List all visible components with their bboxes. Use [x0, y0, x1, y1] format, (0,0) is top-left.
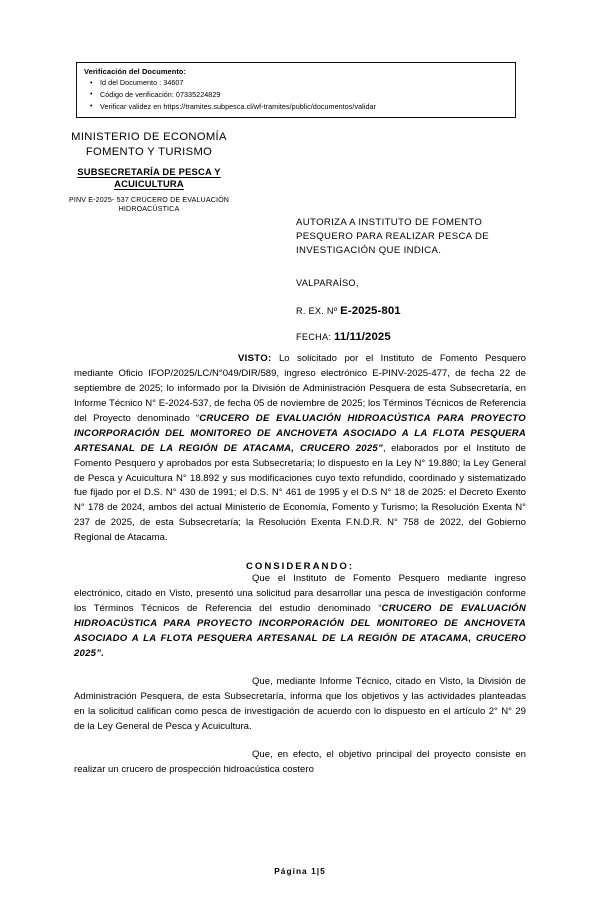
resolution-number-label: R. EX. Nº — [296, 305, 338, 316]
verification-item-document-id — [90, 77, 510, 89]
verification-item-code — [90, 89, 510, 101]
verification-title: Verificación del Documento: — [84, 67, 187, 76]
considerando-3-text: Que, en efecto, el objetivo principal del proyecto consiste en realizar un crucero de prospección hidroacústica costero — [74, 748, 526, 775]
resolution-number-line — [296, 305, 528, 317]
subsecretaria-line-2: ACUICULTURA — [114, 178, 184, 190]
visto-text-part-1: Lo solicitado por el Instituto de Fomento Pesquero mediante Oficio IFOP/2025/LC/N°049/DIR/589, ingreso electrónico E-PINV-2025-477, de fecha 22 de septiembre de 2025; lo informado por la División de Administración Pesquera de esta Subsecretaría, en Informe Técnico N° E-2024-537, de fecha 05 de noviembre de 2025; los Términos Técnicos de Referencia del Proyecto denominado “ — [74, 353, 526, 424]
resolution-title-block — [296, 216, 528, 343]
page-footer: Página 1|5 — [274, 866, 326, 876]
paragraph-visto — [74, 352, 526, 546]
verification-list — [84, 77, 510, 112]
document-body — [74, 352, 526, 777]
ministry-line-2: FOMENTO Y TURISMO — [85, 145, 213, 158]
project-title-considerando: CRUCERO DE EVALUACIÓN HIDROACÚSTICA PARA PROYECTO INCORPORACIÓN DEL MONITOREO DE ANCHOVETA ASOCIADO A LA FLOTA PESQUERA ARTESANAL DE LA REGIÓN DE ATACAMA, CRUCERO 2025”. — [74, 603, 526, 659]
verification-item-text: Verificar validez en https://tramites.subpesca.cl/wf-tramites/public/documentos/validar — [100, 101, 376, 111]
paragraph-considerando-1 — [74, 572, 526, 662]
bullet-icon: • — [90, 91, 93, 99]
considerando-heading: CONSIDERANDO: — [245, 561, 355, 573]
subsecretaria-line-1: SUBSECRETARÍA DE PESCA Y — [77, 165, 221, 177]
paragraph-considerando-3 — [74, 748, 526, 778]
resolution-date-label: FECHA: — [296, 331, 332, 342]
bullet-icon: • — [90, 79, 93, 87]
paragraph-considerando-2 — [74, 675, 526, 735]
project-reference-code — [18, 196, 280, 215]
project-reference-line-2: HIDROACÚSTICA — [118, 205, 180, 214]
visto-label: VISTO: — [238, 353, 272, 364]
resolution-subject: AUTORIZA A INSTITUTO DE FOMENTO PESQUERO PARA REALIZAR PESCA DE INVESTIGACIÓN QUE INDICA. — [296, 217, 490, 257]
verification-item-text: Código de verificación: 07335224829 — [100, 89, 221, 99]
resolution-date-value: 11/11/2025 — [334, 330, 391, 343]
considerando-1-text: Que el Instituto de Fomento Pesquero mediante ingreso electrónico, citado en Visto, presentó una solicitud para desarrollar una pesca de investigación conforme los Términos Técnicos de Referencia del estudio denominado “ — [74, 573, 526, 615]
project-title-visto: CRUCERO DE EVALUACIÓN HIDROACÚSTICA PARA PROYECTO INCORPORACIÓN DEL MONITOREO DE ANCHOVETA ASOCIADO A LA FLOTA PESQUERA ARTESANAL DE LA REGIÓN DE ATACAMA, CRUCERO 2025” — [74, 412, 526, 454]
considerando-2-text: Que, mediante Informe Técnico, citado en Visto, la División de Administración Pesquera, de esta Subsecretaría, informa que los objetivos y las actividades planteadas en la solicitud califican como pesca de investigación de acuerdo con lo dispuesto en el artículo 2° N° 29 de la Ley General de Pesca y Acuicultura. — [74, 675, 526, 732]
ministry-line-1: MINISTERIO DE ECONOMÍA — [71, 131, 227, 143]
city-line: VALPARAÍSO, — [296, 277, 359, 288]
verification-item-text: Id del Documento : 34607 — [100, 78, 184, 88]
resolution-number-value: E-2025-801 — [340, 304, 401, 317]
verification-box — [76, 62, 516, 118]
resolution-date-line — [296, 331, 528, 343]
visto-text-part-2: , elaborados por el Instituto de Fomento Pesquero y aprobados por esta Subsecretaría; lo dispuesto en la Ley N° 19.880; la Ley General de Pesca y Acuicultura N° 18.892 y sus modificaciones cuyo texto refundido, coordinado y sistematizado fue fijado por el D.S. N° 430 de 1991; el D.S. N° 461 de 1995 y el D.S N° 18 de 2025: el Decreto Exento N° 178 de 2024, ambos del actual Ministerio de Economía, Fomento y Turismo; la Resolución Exenta N° 237 de 2025, de esta Subsecretaría; la Resolución Exenta F.N.D.R. N° 758 de 2022, del Gobierno Regional de Atacama. — [74, 442, 526, 544]
verification-item-url — [90, 101, 510, 113]
project-reference-line-1: PINV E-2025- 537 CRUCERO DE EVALUACIÓN — [68, 195, 230, 204]
organization-header — [18, 130, 280, 215]
subsecretaria-heading — [18, 166, 280, 191]
bullet-icon: • — [90, 103, 93, 111]
